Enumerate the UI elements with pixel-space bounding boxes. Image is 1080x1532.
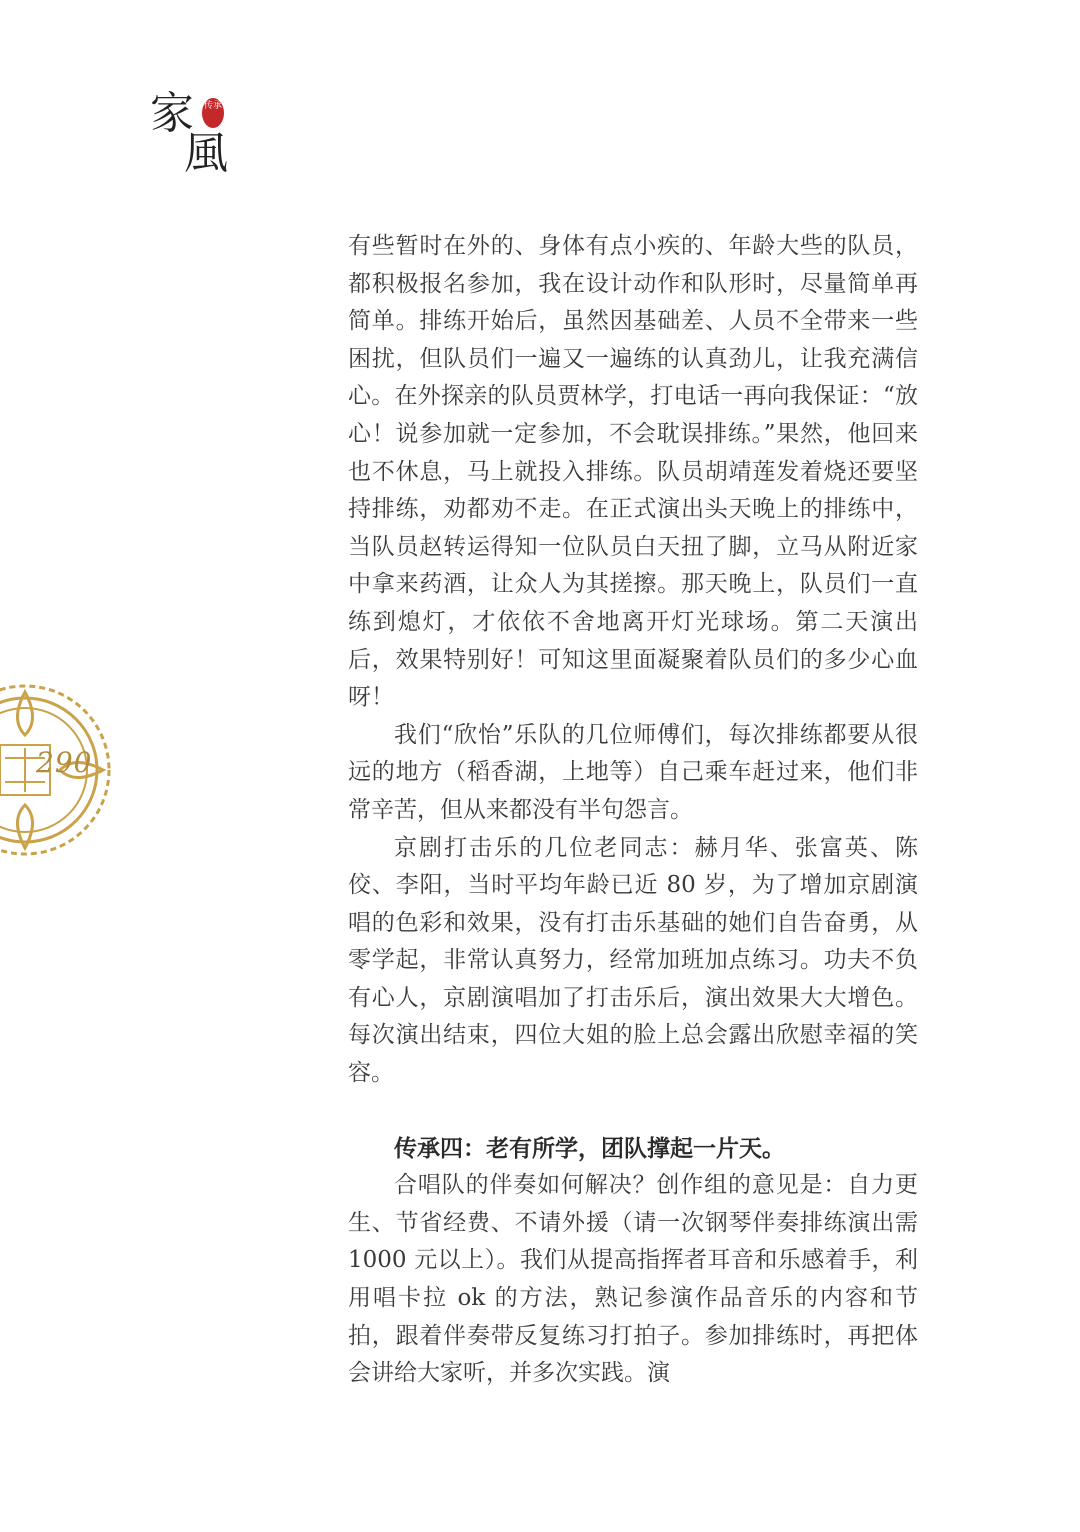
logo-character-feng: 風 bbox=[184, 128, 228, 179]
logo-character-jia: 家 bbox=[150, 88, 194, 139]
page-number: 290 bbox=[36, 746, 93, 779]
book-logo bbox=[150, 88, 240, 182]
paragraph: 我们“欣怡”乐队的几位师傅们，每次排练都要从很远的地方（稻香湖，上地等）自己乘车赶过来，他们非常辛苦，但从来都没有半句怨言。 bbox=[348, 721, 918, 823]
article-body bbox=[348, 228, 918, 1393]
section-heading: 传承四：老有所学，团队撑起一片天。 bbox=[394, 1134, 785, 1162]
logo-seal: 传承 bbox=[202, 98, 224, 128]
paragraph: 有些暂时在外的、身体有点小疾的、年龄大些的队员，都积极报名参加，我在设计动作和队形时，尽量简单再简单。排练开始后，虽然因基础差、人员不全带来一些困扰，但队员们一遍又一遍练的认真劲儿，让我充满信心。在外探亲的队员贾林学，打电话一再向我保证：“放心！说参加就一定参加，不会耽误排练。”果然，他回来也不休息，马上就投入排练。队员胡靖莲发着烧还要坚持排练，劝都劝不走。在正式演出头天晚上的排练中，当队员赵转运得知一位队员白天扭了脚，立马从附近家中拿来药酒，让众人为其搓擦。那天晚上，队员们一直练到熄灯，才依依不舍地离开灯光球场。第二天演出后，效果特别好！可知这里面凝聚着队员们的多少心血呀！ bbox=[348, 233, 918, 711]
paragraph: 合唱队的伴奏如何解决？创作组的意见是：自力更生、节省经费、不请外援（请一次钢琴伴奏排练演出需 1000 元以上）。我们从提高指挥者耳音和乐感着手，利用唱卡拉 ok 的方法，熟记参演作品音乐的内容和节拍，跟着伴奏带反复练习打拍子。参加排练时，再把体会讲给大家听，并多次实践。演 bbox=[348, 1172, 918, 1387]
paragraph: 京剧打击乐的几位老同志：赫月华、张富英、陈佼、李阳，当时平均年龄已近 80 岁，为了增加京剧演唱的色彩和效果，没有打击乐基础的她们自告奋勇，从零学起，非常认真努力，经常加班加点练习。功夫不负有心人，京剧演唱加了打击乐后，演出效果大大增色。每次演出结束，四位大姐的脸上总会露出欣慰幸福的笑容。 bbox=[348, 834, 918, 1087]
section-spacer bbox=[348, 1093, 918, 1130]
